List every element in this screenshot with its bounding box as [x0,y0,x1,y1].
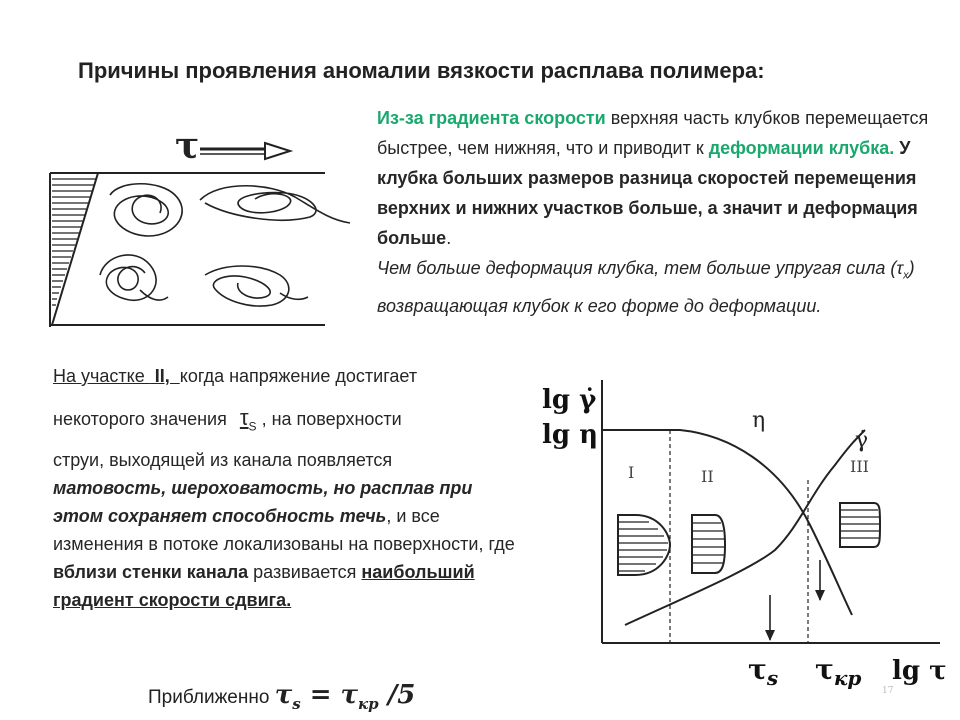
velocity-profile-plug [840,503,880,547]
coil-2 [200,186,350,223]
eta-curve-label: η [752,408,766,433]
explanation-dot: . [446,228,452,248]
x-axis-label: lg τ [892,656,947,686]
explanation-text-1: верхняя часть клубков перемещается быстрее, чем нижняя, что и приводит к [377,108,929,158]
coil-3 [100,255,168,300]
x-label-tau-kr: $\tau_{кр}$ [815,653,862,690]
y-label-eta: lg η [542,420,599,450]
left-text-4rest: , и все изменения в потоке локализованы на поверхности, где [53,506,515,555]
formula-expression: $\tau_s = \tau_{кр}$ /5 [274,680,416,714]
region-label-1: I [628,463,635,482]
left-text-2b: , на поверхности [256,409,402,429]
left-text-wall: вблизи стенки канала [53,562,249,583]
region-two-paragraph [53,362,523,614]
tau-symbol: τ [175,125,200,167]
coil-deformation-illustration [40,125,360,340]
explanation-paragraph [377,103,937,321]
coil-1 [110,184,182,236]
page-number: 17 [882,686,894,695]
region-label-ii: II, [149,366,180,386]
left-text-1b: когда напряжение достигает [179,366,418,386]
slide-title: Причины проявления аномалии вязкости расплава полимера: [78,58,765,83]
x-label-tau-s: $\tau_s$ [748,653,779,690]
shear-rate-curve [625,430,865,625]
left-text-gradient: наибольший градиент скорости сдвига. [53,562,475,611]
left-line-3: струи, выходящей из канала появляется [53,450,393,471]
velocity-profile-transition [692,515,725,573]
tau-s-symbol: $\tau_S$ [239,405,257,434]
left-line-1 [53,362,523,390]
left-line-4 [53,474,523,614]
approximation-formula [148,680,415,713]
left-text-5rest: развивается [248,562,362,583]
coil-deformation-term: деформации клубка. [708,138,895,158]
velocity-gradient-term: Из-за градиента скорости [377,108,606,128]
region-label-3: III [850,457,869,476]
explanation-text-bold: У клубка больших размеров разница скоростей перемещения верхних и нижних участков больше, а значит и деформация больше [377,138,918,248]
y-label-gamma: lg γ̇ [542,385,597,415]
explanation-italic-b: ) возвращающая клубок к его форме до деформации. [377,258,915,316]
left-line-2 [53,404,523,440]
region-label-2: II [701,467,714,486]
velocity-profile-parabolic [618,515,670,575]
left-text-2a: некоторого значения [53,409,232,429]
left-text-emphasis: матовость, шероховатость, но расплав при этом сохраняет способность течь [53,478,473,527]
explanation-italic-a: Чем больше деформация клубка, тем больше упругая сила (τ [377,258,904,278]
formula-prefix: Приближенно [148,687,275,708]
tau-x-subscript: x [903,269,909,282]
flow-curve-graph [530,375,950,695]
left-text-1a: На участке [53,366,150,386]
gamma-curve-label: γ̇ [855,428,869,453]
coil-4 [205,266,308,306]
